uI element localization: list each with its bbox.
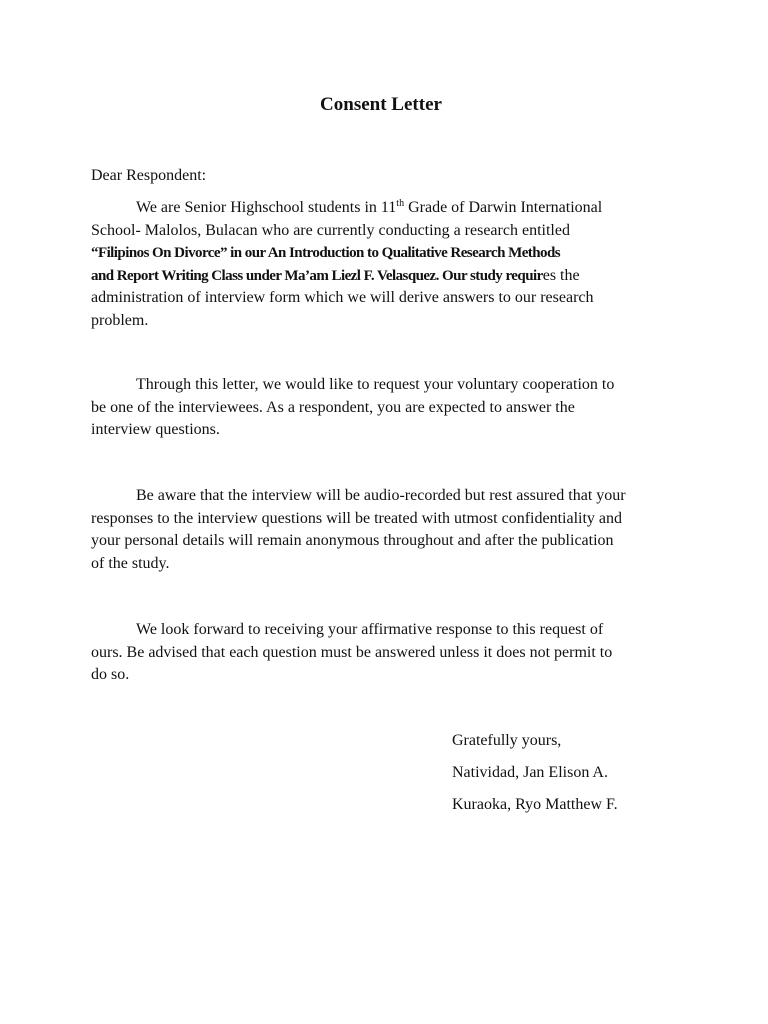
paragraph-line: do so.: [91, 666, 130, 684]
valediction: Gratefully yours,: [452, 732, 562, 749]
bold-text: and Report Writing Class under Ma’am Liezl F. Velasquez. Our study requir: [91, 267, 543, 284]
salutation: Dear Respondent:: [91, 167, 207, 184]
paragraph-line: be one of the interviewees. As a respondent, you are expected to answer the: [91, 398, 575, 416]
superscript: th: [396, 198, 405, 209]
paragraph-3: [91, 485, 671, 575]
paragraph-line: your personal details will remain anonymous throughout and after the publication: [91, 532, 614, 550]
paragraph-line: [91, 242, 671, 265]
paragraph-1: [91, 197, 671, 333]
paragraph-line: interview questions.: [91, 421, 220, 439]
paragraph-line: [91, 197, 671, 220]
text-segment: We are Senior Highschool students in 11: [136, 199, 397, 216]
text-segment: Be aware that the interview will be audio-recorded but rest assured that your: [136, 487, 626, 504]
text-segment: Grade of Darwin International: [404, 199, 603, 216]
letter-title: Consent Letter: [320, 94, 442, 115]
paragraph-line: [91, 265, 671, 288]
paragraph-line: ours. Be advised that each question must be answered unless it does not permit to: [91, 643, 613, 661]
signer-name: Kuraoka, Ryo Matthew F.: [452, 796, 618, 813]
paragraph-line: [91, 485, 671, 508]
paragraph-line: [91, 374, 671, 397]
text-segment: Through this letter, we would like to request your voluntary cooperation to: [136, 376, 615, 393]
paragraph-line: responses to the interview questions will be treated with utmost confidentiality and: [91, 509, 622, 527]
paragraph-line: of the study.: [91, 554, 170, 572]
paragraph-line: problem.: [91, 311, 149, 329]
signer-name: Natividad, Jan Elison A.: [452, 764, 608, 781]
text-segment: We look forward to receiving your affirmative response to this request of: [136, 621, 604, 638]
paragraph-line: administration of interview form which we will derive answers to our research: [91, 289, 594, 307]
paragraph-2: [91, 374, 671, 442]
bold-text: “Filipinos On Divorce” in our An Introduction to Qualitative Research Methods: [91, 245, 561, 262]
paragraph-4: [91, 619, 671, 687]
paragraph-line: [91, 619, 671, 642]
paragraph-line: School- Malolos, Bulacan who are currently conducting a research entitled: [91, 221, 570, 239]
text-segment: es the: [542, 266, 580, 284]
